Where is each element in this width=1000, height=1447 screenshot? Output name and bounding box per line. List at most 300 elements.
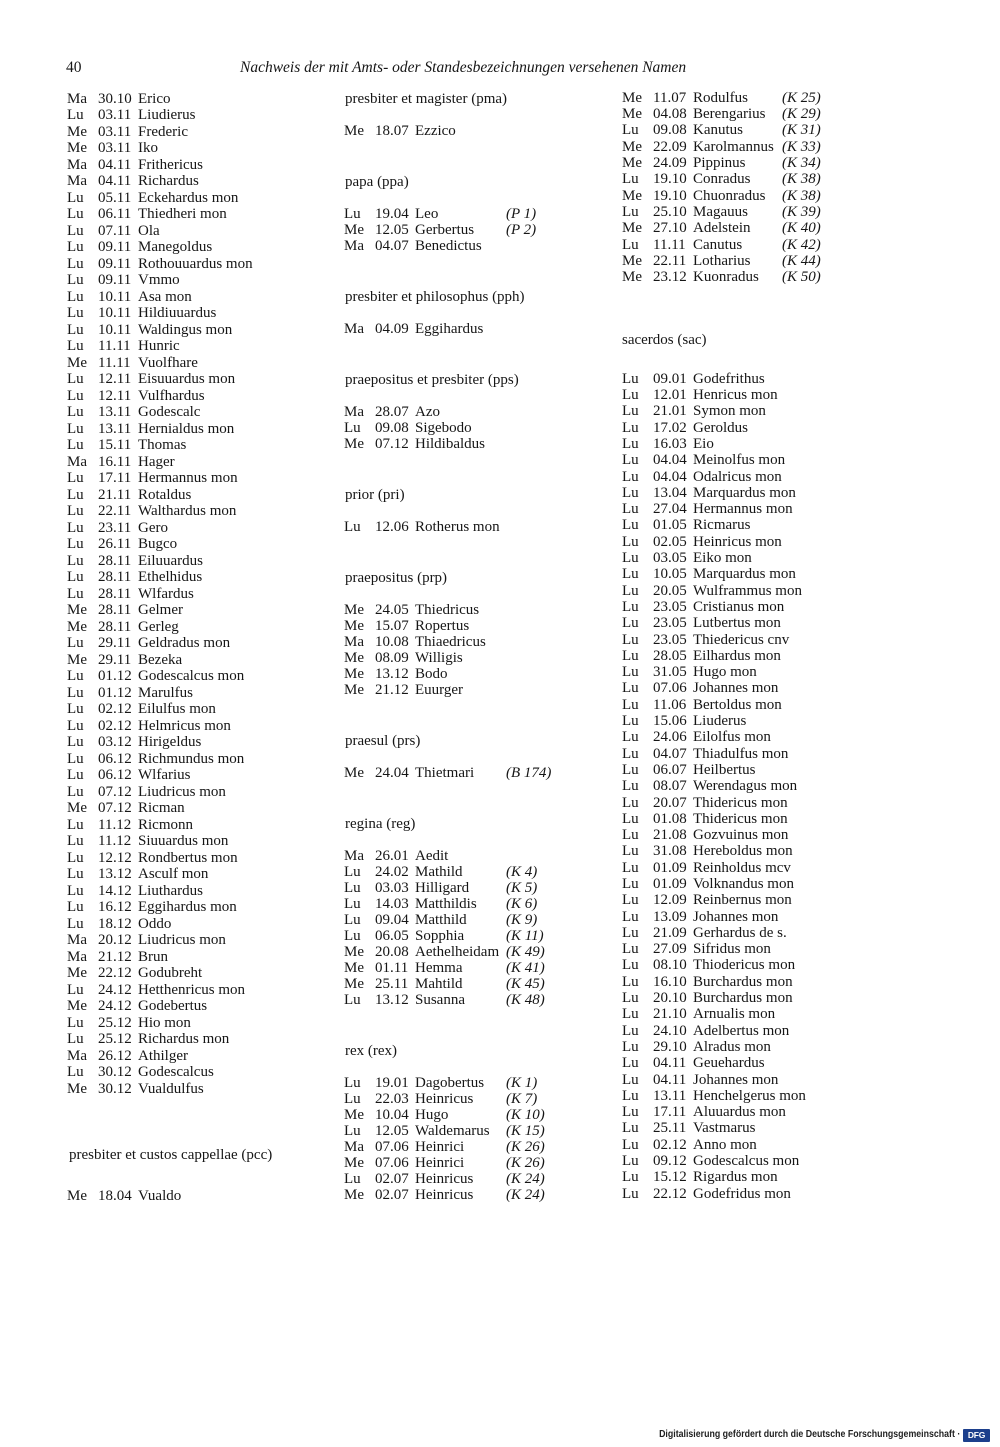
entry-code: Lu [67,107,84,124]
entry-date: 19.10 [653,187,687,204]
entry-code: Lu [67,1031,84,1048]
entry-code: Lu [622,1185,639,1202]
entry-name: Vualdulfus [138,1080,204,1097]
entry-date: 24.12 [98,981,132,998]
entry-row [67,668,272,685]
entry-code: Lu [622,908,639,925]
entry-date: 07.12 [98,783,132,800]
entry-row [67,107,272,124]
entry-row [622,253,821,269]
entry-ref: (K 44) [782,252,821,269]
entry-date: 13.04 [653,484,687,501]
entry-date: 28.11 [98,569,132,586]
entry-date: 21.12 [375,682,409,699]
entry-code: Ma [67,90,87,107]
entry-ref: (K 24) [506,1171,545,1188]
entry-date: 26.01 [375,848,409,865]
entry-code: Lu [67,503,84,520]
entry-code: Lu [67,750,84,767]
entry-name: Thidericus mon [693,810,788,827]
entry-name: Meinolfus mon [693,452,786,469]
entry-date: 07.06 [375,1139,409,1156]
entry-name: Rotherus mon [415,519,500,536]
entry-row [622,680,821,696]
entry-row [622,566,821,582]
entry-row [67,157,272,174]
entry-date: 12.12 [98,849,132,866]
entry-code: Me [344,222,364,239]
entry-name: Helmricus mon [138,717,231,734]
entry-date: 11.12 [98,816,132,833]
entry-code: Lu [344,1123,361,1140]
entry-code: Lu [622,810,639,827]
entry-date: 28.07 [375,404,409,421]
entry-row [622,892,821,908]
entry-name: Godescalc [138,404,201,421]
entry-name: Godebertus [138,998,208,1015]
entry-date: 07.06 [375,1155,409,1172]
entry-row [622,941,821,957]
entry-date: 21.12 [98,948,132,965]
entry-code: Lu [622,973,639,990]
entry-date: 16.11 [98,453,132,470]
entry-name: Hugo [415,1107,449,1124]
entry-code: Lu [622,203,639,220]
entry-date: 24.02 [375,864,409,881]
entry-date: 26.11 [98,536,132,553]
entry-date: 07.12 [98,800,132,817]
funding-footer: Digitalisierung gefördert durch die Deutsche Forschungsgemeinschaft · [658,1429,960,1440]
entry-row [344,602,551,618]
entry-ref: (P 2) [506,222,537,239]
entry-row [622,469,821,485]
entry-date: 06.05 [375,928,409,945]
entry-row [622,1169,821,1185]
entry-code: Me [344,765,364,782]
entry-name: Arnualis mon [693,1006,776,1023]
entry-code: Lu [622,468,639,485]
entry-date: 20.05 [653,582,687,599]
entry-date: 17.11 [98,470,132,487]
entry-date: 25.12 [98,1031,132,1048]
entry-code: Lu [67,288,84,305]
entry-code: Me [344,976,364,993]
entry-row [67,767,272,784]
entry-code: Me [622,187,642,204]
entry-code: Lu [622,1055,639,1072]
entry-code: Lu [67,420,84,437]
entry-group [67,1147,272,1205]
entry-ref: (K 41) [506,960,545,977]
entry-name: Heilbertus [693,761,756,778]
entry-code: Lu [622,1038,639,1055]
entry-date: 11.11 [98,354,131,371]
entry-code: Lu [622,550,639,567]
entry-row [622,188,821,204]
entry-name: Vmmo [138,272,180,289]
entry-row [622,1137,821,1153]
entry-date: 25.11 [653,1120,687,1137]
entry-name: Gozvuinus mon [693,827,789,844]
entry-row [622,990,821,1006]
entry-name: Thiedericus cnv [693,631,790,648]
entry-row [67,850,272,867]
entry-row [344,976,551,992]
entry-row [67,1081,272,1098]
entry-row [67,998,272,1015]
entry-code: Lu [67,981,84,998]
entry-name: Canutus [693,236,743,253]
entry-code: Ma [344,634,364,651]
entry-code: Lu [344,1091,361,1108]
entry-row [622,746,821,762]
entry-code: Lu [67,1014,84,1031]
entry-name: Hager [138,453,175,470]
group-heading: prior (pri) [345,486,405,503]
entry-row [67,305,272,322]
entry-name: Wlfardus [138,585,194,602]
entry-code: Me [344,960,364,977]
entry-ref: (K 38) [782,187,821,204]
entry-row [67,602,272,619]
entry-code: Lu [622,843,639,860]
entry-name: Marulfus [138,684,193,701]
entry-date: 24.04 [375,765,409,782]
entry-name: Eilhardus mon [693,647,781,664]
entry-date: 29.11 [98,651,132,668]
entry-date: 02.05 [653,533,687,550]
entry-date: 16.12 [98,899,132,916]
entry-row [344,1139,551,1155]
entry-row [344,765,551,781]
entry-ref: (K 25) [782,89,821,106]
entry-code: Lu [344,896,361,913]
entry-row [67,1188,272,1205]
entry-row [622,550,821,566]
entry-row [67,949,272,966]
entry-code: Me [344,436,364,453]
entry-date: 25.11 [375,976,409,993]
entry-code: Me [344,1155,364,1172]
entry-group [344,289,551,337]
entry-ref: (K 5) [506,880,538,897]
entry-date: 18.04 [98,1187,132,1204]
entry-name: Thiadulfus mon [693,745,789,762]
entry-row [344,436,551,452]
entry-code: Ma [67,932,87,949]
entry-name: Eiluuardus [138,552,203,569]
entry-row [622,1072,821,1088]
entry-row [67,536,272,553]
entry-date: 09.11 [98,239,132,256]
entry-date: 09.11 [98,272,132,289]
entry-name: Iko [138,140,158,157]
group-heading: presbiter et philosophus (pph) [345,288,525,305]
entry-row [344,912,551,928]
entry-date: 25.12 [98,1014,132,1031]
entry-code: Me [622,269,642,286]
entry-name: Odalricus mon [693,468,782,485]
entry-group [344,570,551,698]
entry-date: 06.12 [98,750,132,767]
entry-code: Lu [67,899,84,916]
entry-row [344,1091,551,1107]
entry-row [67,734,272,751]
entry-code: Lu [67,189,84,206]
entry-name: Asculf mon [138,866,209,883]
entry-name: Willigis [415,650,463,667]
entry-code: Lu [67,569,84,586]
entry-name: Godescalcus mon [693,1153,800,1170]
entry-name: Vualdo [138,1187,182,1204]
entry-name: Thiedricus [415,602,480,619]
entry-ref: (K 29) [782,106,821,123]
entry-name: Thiodericus mon [693,957,796,974]
entry-name: Ola [138,222,160,239]
entry-group [344,487,551,535]
entry-row [344,206,551,222]
entry-date: 23.05 [653,615,687,632]
entry-row [67,1031,272,1048]
entry-name: Thiedheri mon [138,206,227,223]
entry-name: Pippinus [693,155,746,172]
entry-code: Lu [67,635,84,652]
entry-code: Me [344,650,364,667]
entry-date: 18.12 [98,915,132,932]
entry-code: Lu [622,729,639,746]
entry-date: 19.10 [653,171,687,188]
entry-name: Vulfhardus [138,387,205,404]
entry-code: Me [67,354,87,371]
entry-name: Eilulfus mon [138,701,216,718]
entry-date: 13.12 [98,866,132,883]
entry-code: Lu [622,582,639,599]
entry-date: 29.11 [98,635,132,652]
entry-date: 19.01 [375,1075,409,1092]
entry-name: Eisuuardus mon [138,371,236,388]
entry-date: 15.12 [653,1169,687,1186]
dfg-logo-icon: DFG [963,1429,990,1442]
entry-row [67,223,272,240]
entry-name: Werendagus mon [693,778,798,795]
entry-code: Lu [622,696,639,713]
entry-date: 08.07 [653,778,687,795]
entry-date: 04.04 [653,468,687,485]
entry-name: Liudierus [138,107,196,124]
running-title: Nachweis der mit Amts- oder Standesbezeichnungen versehenen Namen [240,59,687,76]
entry-date: 16.10 [653,973,687,990]
entry-name: Thietmari [415,765,475,782]
entry-date: 09.08 [375,420,409,437]
entry-row [67,404,272,421]
entry-row [622,403,821,419]
entry-name: Waldemarus [415,1123,490,1140]
entry-name: Euurger [415,682,464,699]
entry-date: 21.09 [653,924,687,941]
entry-name: Gerhardus de s. [693,924,787,941]
entry-code: Ma [67,173,87,190]
entry-date: 10.08 [375,634,409,651]
entry-row [344,420,551,436]
entry-date: 02.12 [98,701,132,718]
entry-ref: (K 7) [506,1091,538,1108]
entry-row [622,974,821,990]
entry-name: Mathild [415,864,463,881]
entry-row [622,795,821,811]
entry-code: Ma [344,404,364,421]
entry-date: 04.07 [375,238,409,255]
entry-row [622,1153,821,1169]
entry-name: Walthardus mon [138,503,237,520]
entry-date: 20.10 [653,990,687,1007]
entry-ref: (K 15) [506,1123,545,1140]
entry-row [67,883,272,900]
entry-code: Lu [344,206,361,223]
entry-name: Volknandus mon [693,875,794,892]
entry-ref: (K 26) [506,1139,545,1156]
entry-name: Berengarius [693,106,766,123]
entry-name: Heinrici [415,1139,465,1156]
entry-date: 02.07 [375,1187,409,1204]
entry-date: 27.09 [653,941,687,958]
entry-name: Geuehardus [693,1055,765,1072]
entry-date: 04.11 [653,1071,687,1088]
entry-date: 10.11 [98,305,132,322]
entry-name: Eio [693,435,714,452]
entry-row [67,503,272,520]
entry-row [622,1104,821,1120]
entry-row [622,155,821,171]
entry-row [67,718,272,735]
entry-code: Me [67,800,87,817]
entry-code: Lu [344,928,361,945]
entry-name: Hemma [415,960,463,977]
entry-date: 06.07 [653,761,687,778]
entry-row [344,896,551,912]
entry-row [67,520,272,537]
entry-group [622,332,821,1202]
entry-name: Liudricus mon [138,783,226,800]
entry-name: Geroldus [693,419,748,436]
entry-name: Asa mon [138,288,192,305]
entry-date: 09.12 [653,1153,687,1170]
entry-name: Reinbernus mon [693,892,792,909]
entry-date: 05.11 [98,189,132,206]
entry-ref: (K 34) [782,155,821,172]
entry-code: Me [67,965,87,982]
entry-group [344,372,551,452]
entry-name: Heinrici [415,1155,465,1172]
entry-name: Aluuardus mon [693,1104,786,1121]
entry-code: Me [67,651,87,668]
entry-row [67,833,272,850]
entry-row [344,928,551,944]
entry-row [622,485,821,501]
entry-code: Me [622,106,642,123]
entry-code: Ma [344,238,364,255]
entry-date: 03.11 [98,107,132,124]
entry-name: Richardus [138,173,199,190]
entry-code: Ma [67,948,87,965]
entry-name: Marquardus mon [693,566,796,583]
entry-row [344,960,551,976]
entry-name: Vastmarus [693,1120,756,1137]
entry-name: Alradus mon [693,1038,771,1055]
entry-name: Athilger [138,1047,188,1064]
entry-name: Sigebodo [415,420,472,437]
entry-code: Lu [344,1171,361,1188]
entry-date: 02.12 [98,717,132,734]
entry-name: Hildibaldus [415,436,485,453]
entry-date: 24.05 [375,602,409,619]
entry-row [67,800,272,817]
entry-code: Lu [622,1169,639,1186]
entry-row [67,388,272,405]
entry-name: Sopphia [415,928,465,945]
entry-group [344,174,551,254]
entry-code: Me [344,1187,364,1204]
entry-name: Rothouuardus mon [138,255,253,272]
entry-row [67,1015,272,1032]
entry-name: Liuthardus [138,882,203,899]
entry-date: 12.11 [98,387,132,404]
entry-row [622,371,821,387]
entry-row [622,860,821,876]
entry-code: Me [344,123,364,140]
entry-date: 08.10 [653,957,687,974]
entry-row [67,652,272,669]
entry-row [622,1039,821,1055]
entry-code: Lu [67,734,84,751]
entry-row [622,778,821,794]
entry-row [344,1075,551,1091]
entry-date: 31.05 [653,664,687,681]
entry-date: 10.04 [375,1107,409,1124]
entry-date: 11.07 [653,89,687,106]
entry-date: 27.04 [653,501,687,518]
entry-date: 01.11 [375,960,409,977]
entry-date: 15.07 [375,618,409,635]
entry-name: Godefridus mon [693,1185,791,1202]
entry-row [622,501,821,517]
entry-name: Rotaldus [138,486,192,503]
entry-code: Lu [67,717,84,734]
entry-code: Lu [344,519,361,536]
entry-date: 28.11 [98,602,132,619]
entry-code: Lu [622,1153,639,1170]
entry-code: Lu [622,387,639,404]
entry-row [67,553,272,570]
entry-row [344,123,551,139]
entry-date: 28.05 [653,647,687,664]
entry-row [622,269,821,285]
entry-date: 12.11 [98,371,132,388]
entry-name: Lutbertus mon [693,615,781,632]
entry-name: Matthild [415,912,467,929]
entry-ref: (K 49) [506,944,545,961]
entry-date: 12.06 [375,519,409,536]
entry-date: 06.12 [98,767,132,784]
entry-code: Me [67,1080,87,1097]
entry-code: Lu [622,664,639,681]
entry-ref: (K 39) [782,203,821,220]
entry-code: Lu [344,880,361,897]
entry-code: Ma [344,1139,364,1156]
entry-name: Geldradus mon [138,635,231,652]
entry-row [622,925,821,941]
entry-row [67,619,272,636]
entry-code: Lu [622,122,639,139]
